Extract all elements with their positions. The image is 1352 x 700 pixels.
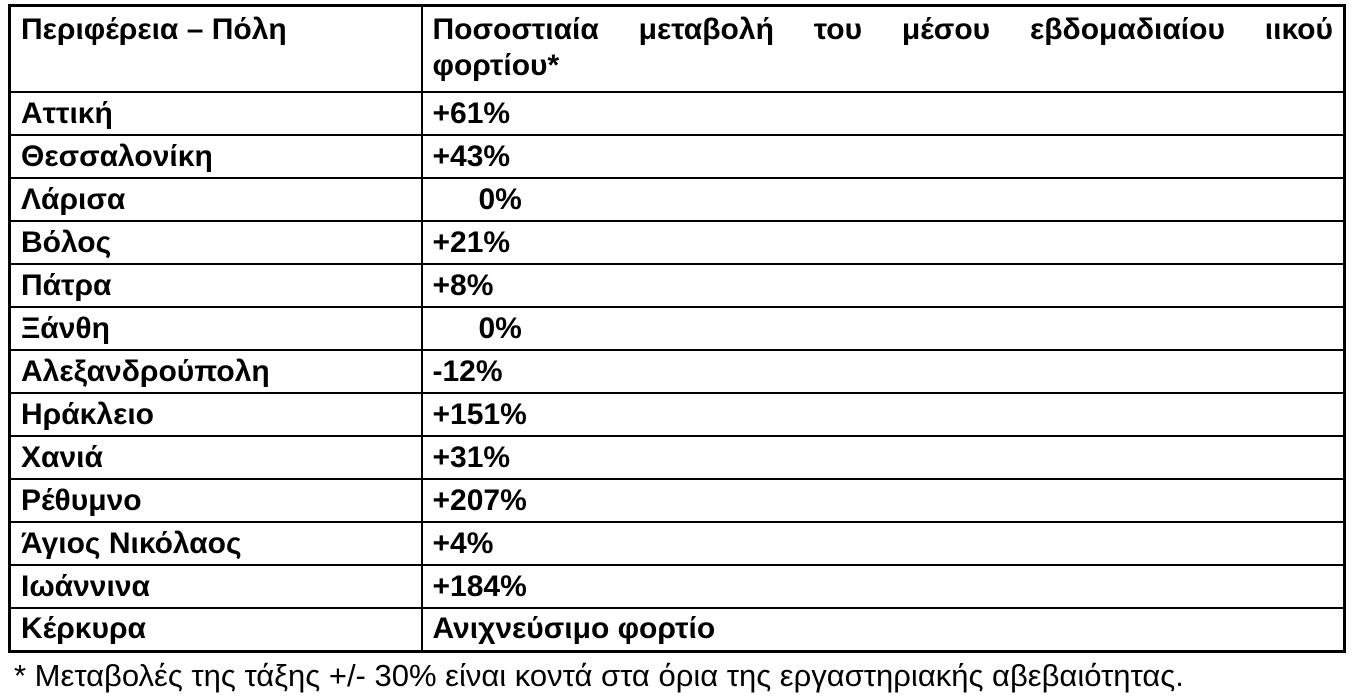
table-row — [10, 135, 1345, 178]
table-row — [10, 350, 1345, 393]
footnote: * Μεταβολές της τάξης +/- 30% είναι κοντά στα όρια της εργαστηριακής αβεβαιότητας. — [14, 658, 1184, 693]
change-cell: Ανιχνεύσιμο φορτίο — [422, 608, 1345, 651]
region-cell: Θεσσαλονίκη — [10, 135, 422, 178]
table-header — [10, 6, 1345, 93]
table-row — [10, 393, 1345, 436]
change-cell: 0% — [422, 307, 1345, 350]
change-cell: 0% — [422, 178, 1345, 221]
change-cell: +4% — [422, 522, 1345, 565]
change-cell: +184% — [422, 565, 1345, 608]
table-body — [10, 92, 1345, 651]
region-cell: Ιωάννινα — [10, 565, 422, 608]
viral-load-table — [8, 4, 1346, 653]
change-cell: +21% — [422, 221, 1345, 264]
table-row — [10, 264, 1345, 307]
region-cell: Άγιος Νικόλαος — [10, 522, 422, 565]
table-row — [10, 479, 1345, 522]
region-cell: Λάρισα — [10, 178, 422, 221]
region-cell: Χανιά — [10, 436, 422, 479]
region-cell: Ηράκλειο — [10, 393, 422, 436]
column-header-region-city: Περιφέρεια – Πόλη — [10, 6, 422, 93]
column-header-change-text: Ποσοστιαία μεταβολή του μέσου εβδομαδιαίου ιικού φορτίου* — [432, 13, 1333, 82]
table-row — [10, 307, 1345, 350]
region-cell: Κέρκυρα — [10, 608, 422, 651]
table-row — [10, 436, 1345, 479]
region-cell: Αλεξανδρούπολη — [10, 350, 422, 393]
table-row — [10, 178, 1345, 221]
table-row — [10, 221, 1345, 264]
change-cell: +43% — [422, 135, 1345, 178]
change-cell: +31% — [422, 436, 1345, 479]
table-row — [10, 522, 1345, 565]
change-cell: +151% — [422, 393, 1345, 436]
table-row — [10, 92, 1345, 135]
region-cell: Ρέθυμνο — [10, 479, 422, 522]
change-cell: +8% — [422, 264, 1345, 307]
region-cell: Ξάνθη — [10, 307, 422, 350]
region-cell: Πάτρα — [10, 264, 422, 307]
column-header-change — [422, 6, 1345, 93]
region-cell: Βόλος — [10, 221, 422, 264]
table-row — [10, 565, 1345, 608]
change-cell: -12% — [422, 350, 1345, 393]
header-row — [10, 6, 1345, 93]
table-row — [10, 608, 1345, 651]
change-cell: +207% — [422, 479, 1345, 522]
change-cell: +61% — [422, 92, 1345, 135]
region-cell: Αττική — [10, 92, 422, 135]
